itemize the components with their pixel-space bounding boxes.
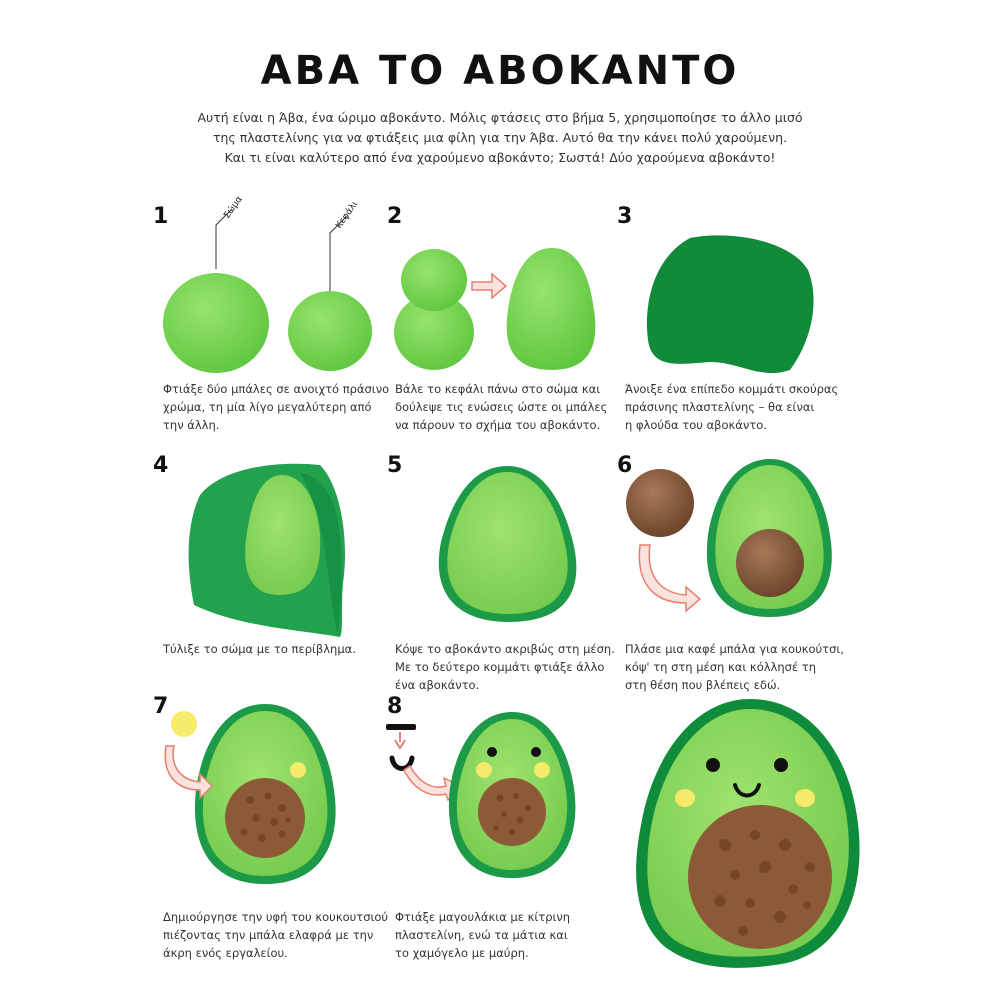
caption-line: πιέζοντας την μπάλα ελαφρά με την (163, 928, 374, 942)
caption-line: την άλλη. (163, 418, 220, 432)
caption-line: χρώμα, τη μία λίγο μεγαλύτερη από (163, 400, 372, 414)
step-8-caption (395, 908, 625, 962)
curved-arrow-icon (639, 545, 700, 611)
head-ball (288, 291, 372, 371)
final-left-cheek (675, 789, 695, 807)
final-right-eye (774, 758, 788, 772)
caption-line: Βάλε το κεφάλι πάνω στο σώμα και (395, 382, 601, 396)
right-eye (531, 747, 541, 757)
left-eye (487, 747, 497, 757)
step-1-figure (150, 195, 390, 380)
caption-line: δούλεψε τις ενώσεις ώστε οι μπάλες (395, 400, 608, 414)
caption-line: στη θέση που βλέπεις εδώ. (625, 678, 781, 692)
intro-line: της πλαστελίνης για να φτιάξεις μια φίλη για την Άβα. Αυτό θα την κάνει πολύ χαρούμενη. (212, 130, 788, 145)
caption-line: Κόψε το αβοκάντο ακριβώς στη μέση. (395, 642, 615, 656)
intro-line: Αυτή είναι η Άβα, ένα ώριμο αβοκάντο. Μόλις φτάσεις στο βήμα 5, χρησιμοποίησε το άλλο μισό (197, 110, 803, 125)
right-cheek (534, 762, 550, 778)
caption-line: Με το δεύτερο κομμάτι φτιάξε άλλο (395, 660, 605, 674)
caption-line: Δημιούργησε την υφή του κουκουτσιού (163, 910, 389, 924)
step-6-figure (620, 455, 840, 635)
page-title: ΑΒΑ ΤΟ ΑΒΟΚΑΝΤΟ (260, 48, 740, 94)
step-4-caption (163, 640, 393, 658)
brown-ball (626, 469, 694, 537)
step-5-caption (395, 640, 625, 694)
caption-line: Τύλιξε το σώμα με το περίβλημα. (163, 642, 356, 656)
caption-line: ένα αβοκάντο. (395, 678, 480, 692)
step-2-number: 2 (387, 204, 403, 229)
label-body: Σώμα (222, 195, 245, 221)
caption-line: η φλούδα του αβοκάντο. (625, 418, 767, 432)
step-1-number: 1 (153, 204, 169, 229)
step-7-number: 7 (153, 694, 169, 719)
caption-line: Φτιάξε δύο μπάλες σε ανοιχτό πράσινο (163, 382, 390, 396)
intro-text (190, 108, 810, 168)
step-7-figure (160, 700, 345, 890)
arrow-icon (472, 274, 506, 298)
dark-green-sheet (647, 235, 814, 373)
final-left-eye (706, 758, 720, 772)
step-3-number: 3 (617, 204, 633, 229)
body-ball (163, 273, 269, 373)
step-6-caption (625, 640, 855, 694)
step-4-figure (180, 455, 360, 640)
textured-pit (478, 778, 546, 846)
step-1-caption (163, 380, 393, 434)
caption-line: Φτιάξε μαγουλάκια με κίτρινη (395, 910, 571, 924)
step-2-figure (390, 240, 610, 380)
caption-line: πράσινης πλαστελίνης – θα είναι (625, 400, 815, 414)
step-3-caption (625, 380, 855, 434)
black-strip (386, 724, 416, 730)
step-3-figure (640, 230, 820, 380)
step-5-number: 5 (387, 453, 403, 478)
textured-pit (225, 778, 305, 858)
left-cheek (476, 762, 492, 778)
step-5-figure (425, 462, 595, 627)
caption-line: να πάρουν το σχήμα του αβοκάντο. (395, 418, 601, 432)
yellow-ball (171, 711, 197, 737)
caption-line: Πλάσε μια καφέ μπάλα για κουκούτσι, (625, 642, 844, 656)
caption-line: κόψ' τη στη μέση και κόλλησέ τη (625, 660, 816, 674)
step-2-caption (395, 380, 625, 434)
final-avocado-figure (625, 695, 875, 985)
final-pit (688, 805, 832, 949)
avocado-shape (507, 248, 596, 370)
caption-line: το χαμόγελο με μαύρη. (395, 946, 529, 960)
step-6-number: 6 (617, 453, 633, 478)
caption-line: πλαστελίνη, ενώ τα μάτια και (395, 928, 568, 942)
step-8-number: 8 (387, 694, 403, 719)
step-7-caption (163, 908, 393, 962)
caption-line: Άνοιξε ένα επίπεδο κομμάτι σκούρας (625, 382, 839, 396)
step-8-figure (380, 710, 590, 895)
cheek-yellow (290, 762, 306, 778)
step-4-number: 4 (153, 453, 169, 478)
pit-half (736, 529, 804, 597)
intro-line: Και τι είναι καλύτερο από ένα χαρούμενο αβοκάντο; Σωστά! Δύο χαρούμενα αβοκάντο! (224, 150, 776, 165)
final-right-cheek (795, 789, 815, 807)
stack-top-ball (401, 249, 467, 311)
caption-line: άκρη ενός εργαλείου. (163, 946, 288, 960)
label-head: Κεφάλι (334, 199, 361, 231)
